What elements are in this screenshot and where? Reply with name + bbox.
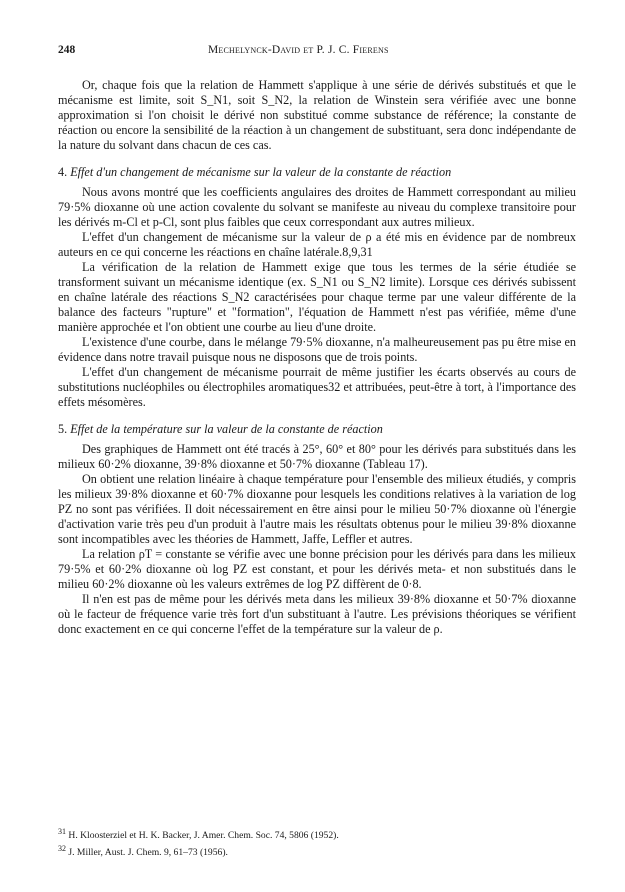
footnote [58,843,576,860]
section-5-heading [58,422,576,437]
footnote-text: H. Kloosterziel et H. K. Backer, J. Amer. Chem. Soc. 74, 5806 (1952). [68,830,339,842]
footnotes [58,826,576,859]
section-4-paragraph-2: L'effet d'un changement de mécanisme sur la valeur de ρ a été mis en évidence par de nombreux auteurs en ce qui concerne les réactions en chaîne latérale.8,9,31 [58,230,576,259]
footnote [58,826,576,843]
page-number: 248 [58,44,76,56]
running-head [58,44,576,62]
section-5-title: Effet de la température sur la valeur de la constante de réaction [70,422,383,436]
section-4-paragraph-1: Nous avons montré que les coefficients angulaires des droites de Hammett correspondant au milieu 79·5% dioxanne où une action covalente du solvant se manifeste au niveau du complexe transitoire pour les dérivés m-Cl et p-Cl, sont plus faibles que ceux correspondant aux autres milieux. [58,185,576,229]
section-4-heading [58,165,576,180]
section-4-title: Effet d'un changement de mécanisme sur la valeur de la constante de réaction [70,165,452,179]
section-5-paragraph-1: Des graphiques de Hammett ont été tracés à 25°, 60° et 80° pour les dérivés para substitués dans les milieux 60·2% dioxanne, 39·8% dioxanne et 50·7% dioxanne (Tableau 17). [58,442,576,471]
section-5-number: 5. [58,422,68,436]
running-title: Mechelynck-David et P. J. C. Fierens [208,44,389,56]
section-5-paragraph-4: Il n'en est pas de même pour les dérivés meta dans les milieux 39·8% dioxanne et 50·7% dioxanne où le facteur de fréquence varie très fort d'un substituant à l'autre. Les prévisions théoriques se vérifient donc exactement en ce qui concerne l'effet de la température sur la valeur de ρ. [58,592,576,636]
section-5-paragraph-3: La relation ρT = constante se vérifie avec une bonne précision pour les dérivés para dans les milieux 79·5% et 60·2% dioxanne où log PZ est constant, et pour les dérivés meta- et non substitués dans le milieu 60·2% dioxanne où les valeurs extrêmes de log PZ diffèrent de 0·8. [58,547,576,591]
page-body [58,78,576,637]
section-4-paragraph-3: La vérification de la relation de Hammett exige que tous les termes de la série étudiée se transforment suivant un mécanisme identique (ex. S_N1 ou S_N2 limite). Lorsque ces dérivés subissent en chaîne latérale des réactions S_N2 caractérisées pour chaque terme par une valeur différente de la balance des facteurs "rupture" et "formation", l'équation de Hammett n'est pas vérifiée, même d'une manière approchée et l'on obtient une courbe au lieu d'une droite. [58,260,576,334]
section-4-number: 4. [58,165,68,179]
footnote-text: J. Miller, Aust. J. Chem. 9, 61–73 (1956). [68,846,228,858]
section-5-paragraph-2: On obtient une relation linéaire à chaque température pour l'ensemble des milieux étudiés, y compris les milieux 39·8% dioxanne et 60·7% dioxanne pour lesquels les conditions relatives à la variation de log PZ no sont pas vérifiées. Il doit nécessairement en être ainsi pour le milieu 50·7% dioxanne où l'énergie d'activation varie très peu d'un produit à l'autre mais les résultats obtenus pour le milieu 39·8% dioxanne sont incompatibles avec les théories de Hammett, Jaffe, Leffler et autres. [58,472,576,546]
section-4-paragraph-5: L'effet d'un changement de mécanisme pourrait de même justifier les écarts observés au cours de substitutions nucléophiles ou électrophiles aromatiques32 et attribuées, peut-être à tort, à l'importance des effets mésomères. [58,365,576,409]
section-4-paragraph-4: L'existence d'une courbe, dans le mélange 79·5% dioxanne, n'a malheureusement pas pu être mise en évidence dans notre travail puisque nous ne disposons que de trois points. [58,335,576,364]
intro-paragraph: Or, chaque fois que la relation de Hammett s'applique à une série de dérivés substitués et que le mécanisme est limite, soit S_N1, soit S_N2, la relation de Winstein sera vérifiée avec une bonne approximation si l'on choisit le dérivé non substitué comme substance de référence; la constante de réaction ou encore la sensibilité de la réaction à un changement de substituant, sera donc indépendante de la nature du solvant dans chacun de ces cas. [58,78,576,152]
footnote-mark: 32 [58,843,66,853]
footnote-mark: 31 [58,827,66,836]
